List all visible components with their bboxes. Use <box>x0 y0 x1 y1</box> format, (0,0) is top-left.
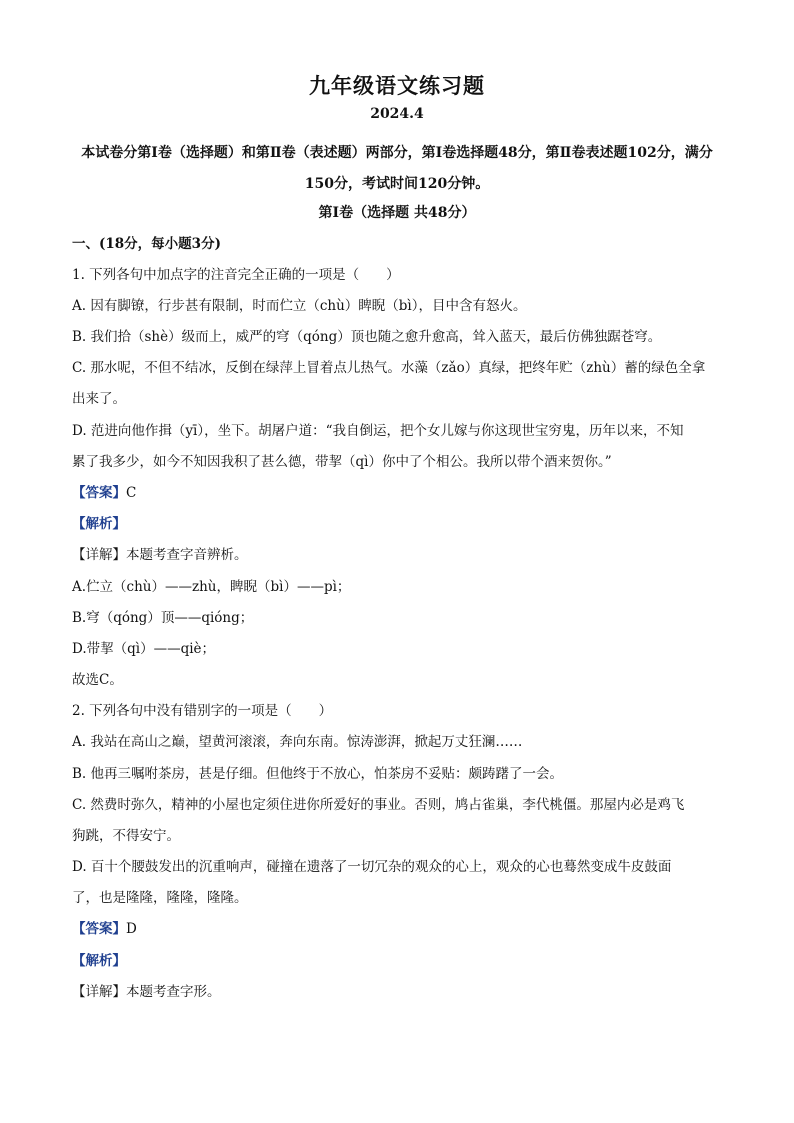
question-2-option-c-line1: C. 然费时弥久，精神的小屋也定须住进你所爱好的事业。否则，鸠占雀巢，李代桃僵。那屋内必是鸡飞 <box>72 797 685 813</box>
question-1-explanation-d: D.带挈（qì）——qiè； <box>72 641 216 657</box>
question-1-option-a: A. 因有脚镣，行步甚有限制，时而伫立（chù）睥睨（bì），目中含有怒火。 <box>72 298 527 314</box>
question-2-answer <box>72 919 732 939</box>
question-1-stem: 1. 下列各句中加点字的注音完全正确的一项是（ ） <box>72 267 400 283</box>
question-1-explanation-a: A.伫立（chù）——zhù，睥睨（bì）——pì； <box>72 579 351 595</box>
section-heading: 一、(18分，每小题3分) <box>72 236 221 252</box>
detail-tag: 【详解】 <box>72 547 126 563</box>
question-2-option-d-line1: D. 百十个腰鼓发出的沉重响声，碰撞在遗落了一切冗杂的观众的心上，观众的心也蓦然变成牛皮鼓面 <box>72 859 672 875</box>
answer-value: D <box>126 921 137 937</box>
detail-text: 本题考查字音辨析。 <box>126 547 248 563</box>
exam-intro: 本试卷分第Ⅰ卷（选择题）和第Ⅱ卷（表述题）两部分，第Ⅰ卷选择题48分，第Ⅱ卷表述题102分，满分150分，考试时间120分钟。 <box>81 145 713 192</box>
question-2-stem: 2. 下列各句中没有错别字的一项是（ ） <box>72 703 333 719</box>
page-title: 九年级语文练习题 <box>309 73 485 98</box>
question-2-option-d-line2: 了，也是隆隆，隆隆，隆隆。 <box>72 890 248 906</box>
part-title: 第Ⅰ卷（选择题 共48分） <box>318 205 476 221</box>
question-1-analysis <box>72 514 732 534</box>
question-1-explanation-b: B.穹（qóng）顶——qióng； <box>72 610 254 626</box>
detail-text: 本题考查字形。 <box>126 984 221 1000</box>
question-1-option-b: B. 我们拾（shè）级而上，威严的穹（qóng）顶也随之愈升愈高，耸入蓝天，最后仿佛独踞苍穹。 <box>72 329 662 345</box>
question-2-option-b: B. 他再三嘱咐茶房，甚是仔细。但他终于不放心，怕茶房不妥贴：颇踌躇了一会。 <box>72 766 564 782</box>
question-2-option-a: A. 我站在高山之巅，望黄河滚滚，奔向东南。惊涛澎湃，掀起万丈狂澜…… <box>72 734 523 750</box>
answer-tag: 【答案】 <box>72 921 126 937</box>
analysis-tag: 【解析】 <box>72 516 126 532</box>
question-1-detail <box>72 545 732 565</box>
question-2-analysis <box>72 951 732 971</box>
question-1-option-c-line1: C. 那水呢，不但不结冰，反倒在绿萍上冒着点儿热气。水藻（zǎo）真绿，把终年贮（zhù）蓄的绿色全拿 <box>72 360 706 376</box>
exam-date: 2024.4 <box>370 106 424 122</box>
answer-tag: 【答案】 <box>72 485 126 501</box>
question-1-option-c-line2: 出来了。 <box>72 391 126 407</box>
question-1-option-d-line1: D. 范进向他作揖（yī），坐下。胡屠户道：“我自倒运，把个女儿嫁与你这现世宝穷鬼，历年以来，不知 <box>72 423 684 439</box>
question-1-answer <box>72 483 732 503</box>
question-1-option-d-line2: 累了我多少，如今不知因我积了甚么德，带挈（qì）你中了个相公。我所以带个酒来贺你。” <box>72 454 612 470</box>
question-2-option-c-line2: 狗跳，不得安宁。 <box>72 828 180 844</box>
question-2-detail <box>72 982 732 1002</box>
answer-value: C <box>126 485 137 501</box>
analysis-tag: 【解析】 <box>72 953 126 969</box>
detail-tag: 【详解】 <box>72 984 126 1000</box>
question-1-conclusion: 故选C。 <box>72 672 123 688</box>
